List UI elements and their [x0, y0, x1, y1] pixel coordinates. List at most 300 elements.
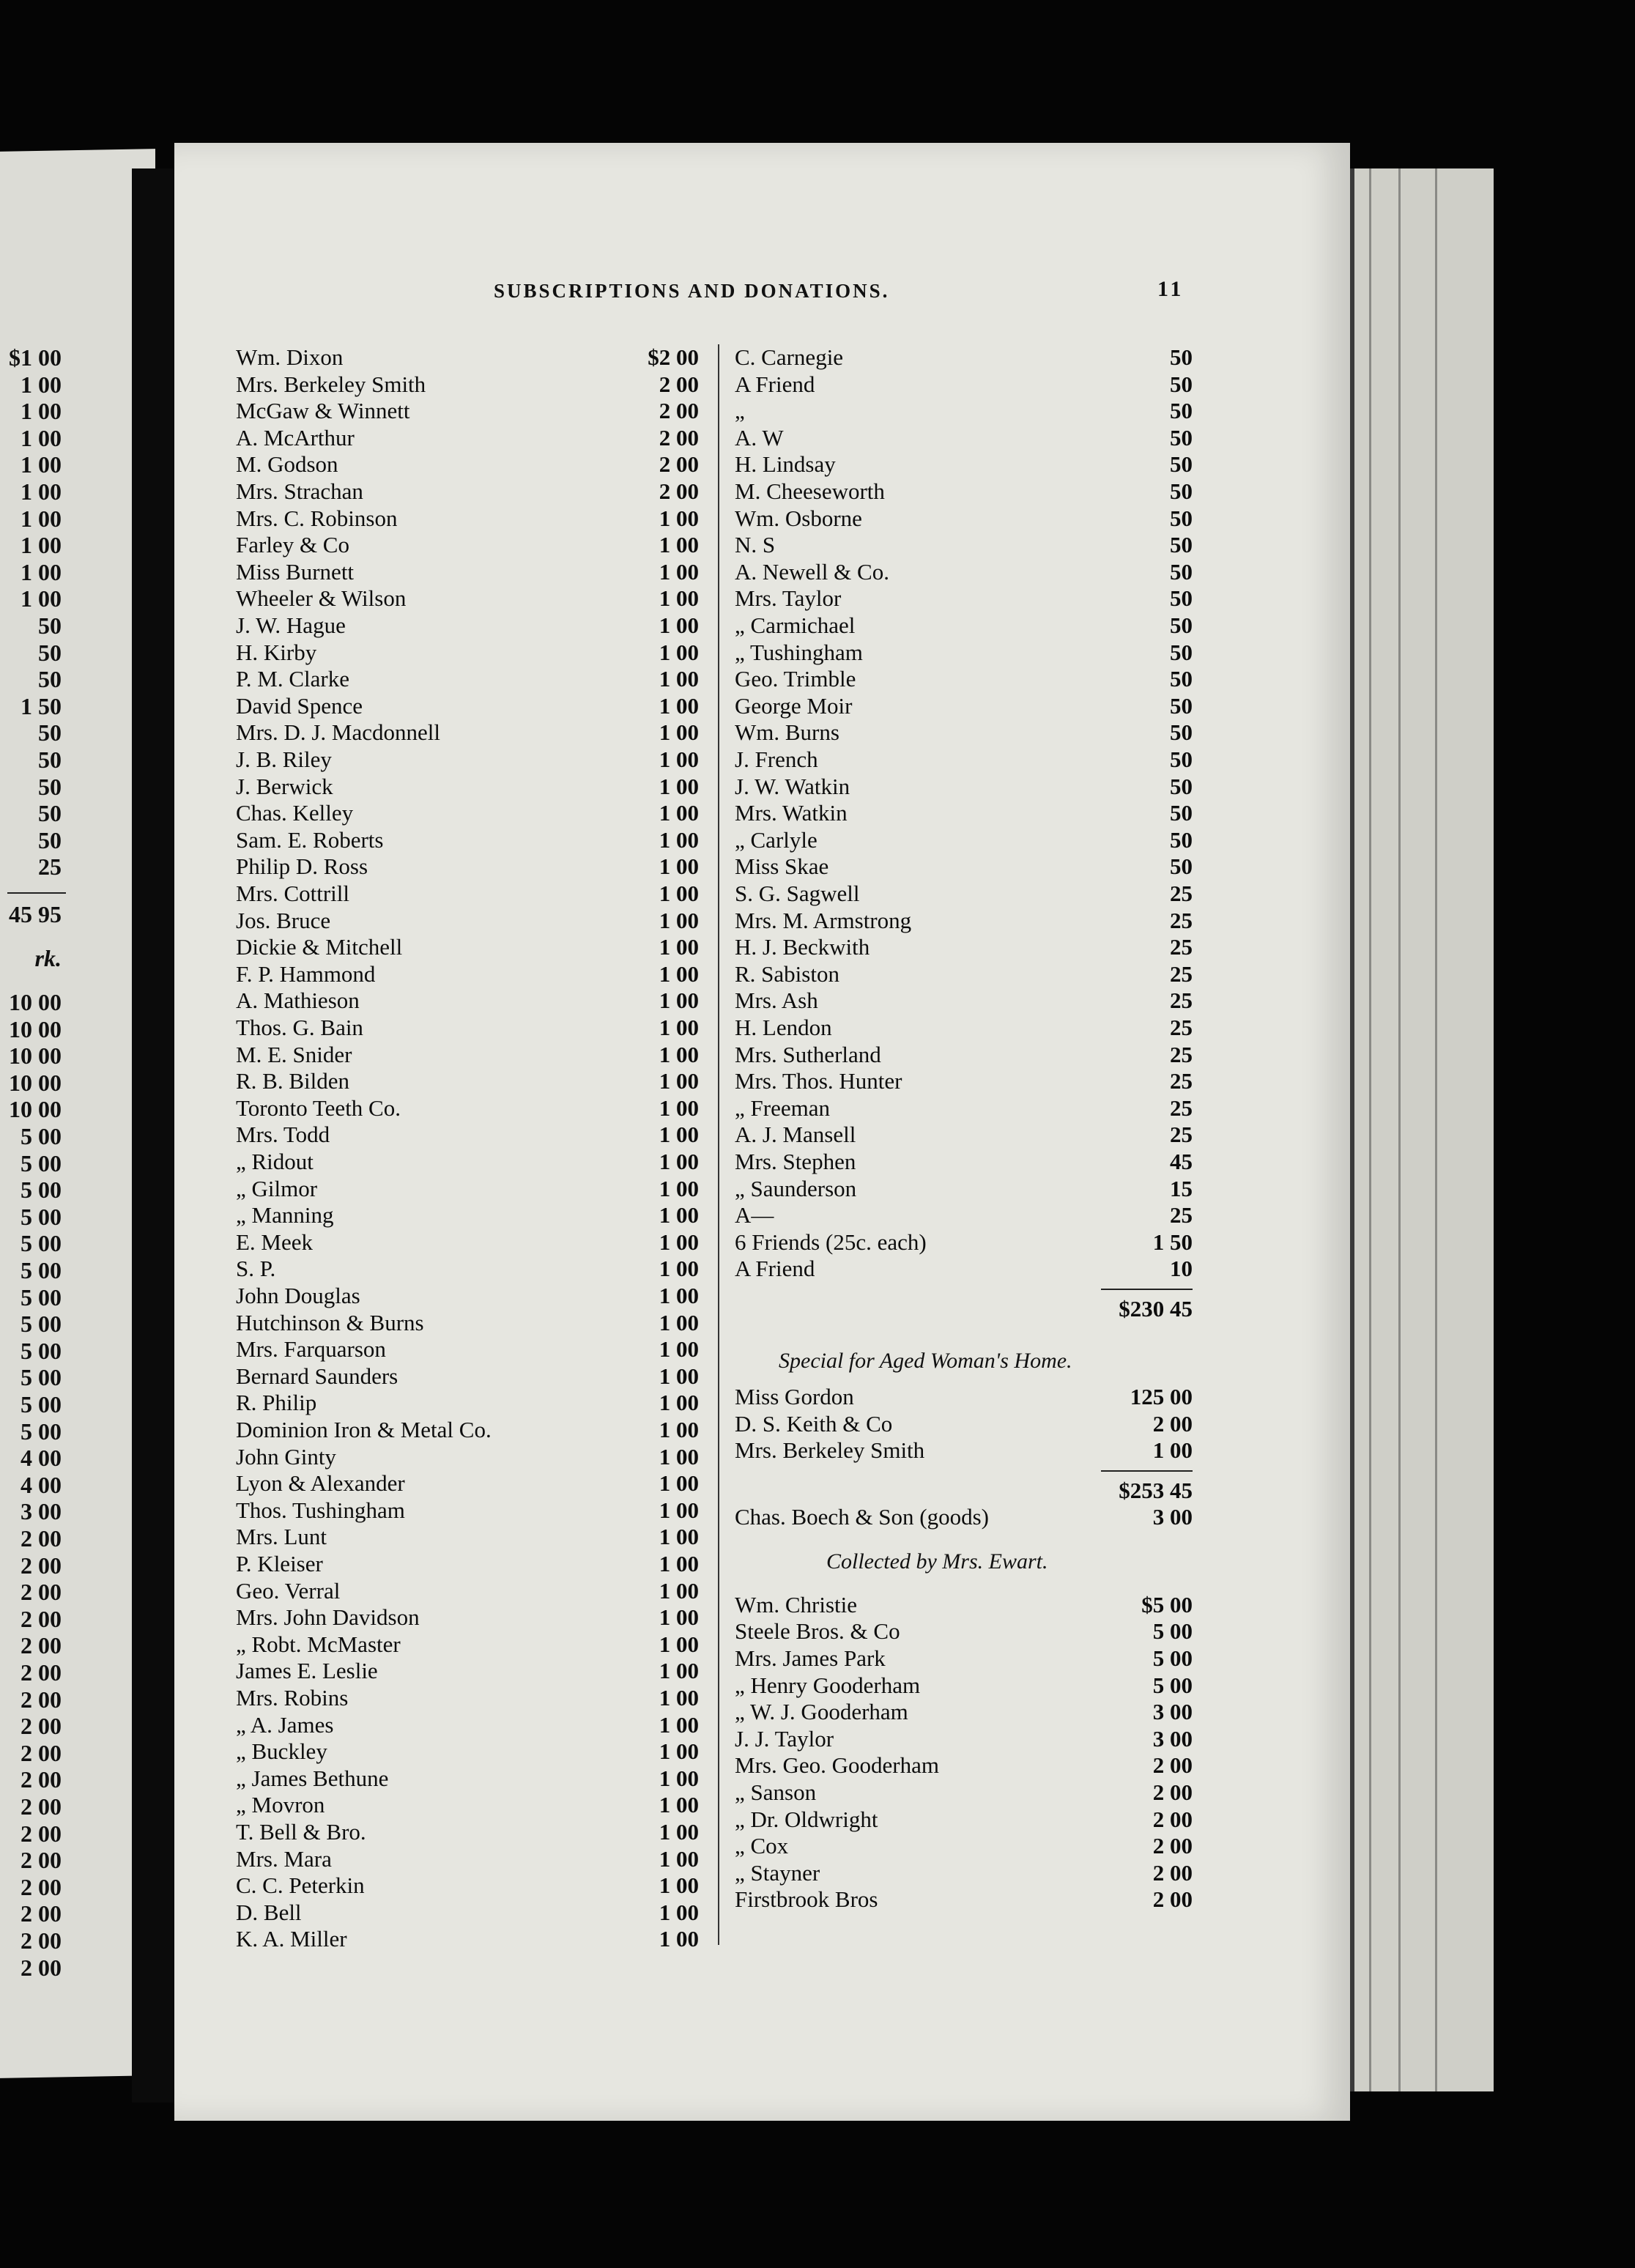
donor-name: Mrs. Strachan: [236, 478, 363, 504]
donation-amount: 125 00: [1130, 1384, 1193, 1409]
donor-name: „ Robt. McMaster: [236, 1631, 401, 1657]
amount: 5 00: [21, 1230, 62, 1257]
amount: 5 00: [21, 1257, 62, 1283]
total-rule: [7, 892, 66, 894]
donation-amount: 1 00: [659, 1068, 699, 1094]
donation-row: [735, 1726, 1193, 1752]
donation-amount: 50: [1170, 639, 1193, 665]
donor-name: John Ginty: [236, 1443, 336, 1470]
donation-amount: 1 00: [659, 1094, 699, 1121]
donation-amount: 3 00: [1152, 1699, 1193, 1725]
amount: 2 00: [21, 1954, 62, 1981]
donation-amount: 50: [1170, 612, 1193, 638]
donation-amount: 1 00: [659, 1175, 699, 1201]
donation-amount: 5 00: [1152, 1618, 1193, 1645]
donation-row: [236, 1685, 699, 1711]
donation-row: [236, 1604, 699, 1631]
donation-row: [236, 1551, 699, 1577]
donor-name: R. B. Bilden: [236, 1068, 350, 1094]
total-rule: [1101, 1470, 1193, 1472]
donation-row: [735, 1042, 1193, 1068]
donor-name: Thos. Tushingham: [236, 1497, 405, 1523]
donation-amount: 1 00: [1152, 1437, 1193, 1464]
amount: 1 50: [21, 692, 62, 719]
donation-amount: 1 00: [659, 1309, 699, 1335]
amount: 5 00: [21, 1391, 62, 1418]
donor-name: „ Henry Gooderham: [735, 1672, 921, 1698]
total-amount: $230 45: [1119, 1296, 1193, 1322]
donation-row: [735, 1752, 1193, 1779]
donation-amount: 1 00: [659, 1283, 699, 1308]
donation-row: [236, 1631, 699, 1658]
donor-name: Miss Burnett: [236, 558, 355, 585]
donation-row: [236, 908, 699, 934]
amount: 5 00: [21, 1149, 62, 1176]
amount: 5 00: [21, 1337, 62, 1364]
page-title: SUBSCRIPTIONS AND DONATIONS.: [494, 280, 890, 302]
donation-row: [735, 451, 1193, 478]
donation-amount: 1 00: [659, 1202, 699, 1228]
amount: 50: [38, 639, 62, 666]
donation-row: [236, 1042, 699, 1068]
donor-name: M. Godson: [236, 451, 338, 478]
donation-row: [236, 451, 699, 478]
donation-row: [735, 585, 1193, 612]
donation-amount: 15: [1170, 1175, 1193, 1201]
donation-amount: 2 00: [1152, 1752, 1193, 1779]
donation-amount: 1 00: [659, 585, 699, 612]
amount: 1 00: [21, 532, 62, 559]
donation-row: [236, 640, 699, 666]
donation-amount: $2 00: [648, 344, 699, 370]
donor-name: M. E. Snider: [236, 1041, 352, 1067]
donation-amount: 1 00: [659, 1443, 699, 1470]
donation-amount: 50: [1170, 692, 1193, 719]
donation-row: [236, 425, 699, 451]
donor-name: Mrs. Robins: [236, 1685, 349, 1711]
donation-amount: 25: [1170, 934, 1193, 960]
page-number: 11: [1157, 277, 1184, 301]
donor-name: Mrs. Berkeley Smith: [236, 371, 426, 397]
donor-name: „ Carmichael: [735, 612, 856, 638]
amount: 1 00: [21, 451, 62, 478]
donation-row: [735, 1860, 1193, 1886]
donation-row: [236, 1765, 699, 1792]
donor-name: Sam. E. Roberts: [236, 826, 384, 853]
subtotal-amount: 45 95: [9, 901, 62, 927]
donation-row: [735, 1068, 1193, 1094]
donation-row: [735, 881, 1193, 907]
donation-amount: 1 00: [659, 1845, 699, 1872]
amount: 10 00: [9, 1069, 62, 1096]
donation-amount: 1 00: [659, 907, 699, 933]
donation-row: [735, 1202, 1193, 1228]
donor-name: „ A. James: [236, 1711, 334, 1738]
donor-name: Mrs. Ash: [735, 987, 818, 1014]
donation-amount: 2 00: [659, 478, 699, 504]
donor-name: A Friend: [735, 371, 815, 397]
donation-amount: 1 00: [659, 1631, 699, 1657]
donation-row: [735, 1176, 1193, 1202]
donation-amount: 1 00: [659, 826, 699, 853]
donation-amount: 50: [1170, 853, 1193, 880]
donation-row: [735, 908, 1193, 934]
donation-row: [236, 559, 699, 585]
amount: 4 00: [21, 1445, 62, 1472]
donor-name: Mrs. Stephen: [735, 1149, 856, 1174]
donor-name: Mrs. James Park: [735, 1645, 886, 1671]
donor-name: Miss Gordon: [735, 1384, 854, 1409]
donation-row: [735, 1122, 1193, 1148]
donation-amount: 1 00: [659, 719, 699, 746]
donation-row: [735, 371, 1193, 398]
donor-name: D. S. Keith & Co: [735, 1410, 893, 1437]
donation-amount: 50: [1170, 371, 1193, 397]
donor-name: „ Buckley: [236, 1738, 327, 1765]
donation-row: [236, 1712, 699, 1738]
donation-amount: 1 00: [659, 746, 699, 772]
donor-name: J. W. Hague: [236, 612, 346, 638]
donation-row: [236, 1229, 699, 1256]
donation-row: [236, 1900, 699, 1926]
donation-row: [735, 1618, 1193, 1645]
donation-row: [735, 934, 1193, 960]
amount: 5 00: [21, 1311, 62, 1338]
donor-name: A. Mathieson: [236, 987, 360, 1014]
donation-amount: 50: [1170, 666, 1193, 692]
donation-amount: 25: [1170, 1015, 1193, 1040]
amount: 2 00: [21, 1659, 62, 1686]
amount: 50: [38, 826, 62, 853]
donor-name: Mrs. Cottrill: [236, 881, 350, 906]
donation-amount: 1 00: [659, 1256, 699, 1282]
donation-amount: 1 00: [659, 639, 699, 665]
donation-amount: 2 00: [1152, 1410, 1193, 1437]
donation-row: [236, 961, 699, 987]
donation-row: [236, 746, 699, 773]
page-edges: [1350, 168, 1494, 2091]
donation-row: [735, 1504, 1193, 1530]
donor-name: Wheeler & Wilson: [236, 585, 407, 612]
donation-amount: 1 00: [659, 505, 699, 531]
amount: 1 00: [21, 505, 62, 532]
amount: 50: [38, 746, 62, 773]
donor-name: K. A. Miller: [236, 1926, 347, 1952]
donor-name: „ Cox: [735, 1833, 789, 1859]
donor-name: Bernard Saunders: [236, 1363, 398, 1389]
donation-amount: 25: [1170, 1068, 1193, 1094]
section-heading: Special for Aged Woman's Home.: [779, 1349, 1072, 1373]
donation-amount: 1 00: [659, 1738, 699, 1765]
donation-row: [735, 746, 1193, 773]
donation-row: [735, 800, 1193, 826]
donation-row: [735, 505, 1193, 532]
amount: 2 00: [21, 1713, 62, 1740]
donor-name: Wm. Burns: [735, 719, 839, 746]
donor-name: Thos. G. Bain: [236, 1015, 363, 1040]
donor-name: „ Tushingham: [735, 639, 863, 665]
donation-row: [236, 1283, 699, 1309]
donation-amount: 5 00: [1152, 1672, 1193, 1698]
donation-amount: 50: [1170, 451, 1193, 478]
donation-row: [236, 505, 699, 532]
donor-name: Mrs. Watkin: [735, 800, 848, 826]
donation-amount: 50: [1170, 558, 1193, 585]
donation-amount: 2 00: [1152, 1779, 1193, 1805]
donation-amount: 1 00: [659, 1604, 699, 1631]
donation-amount: 1 00: [659, 960, 699, 987]
donor-name: Farley & Co: [236, 532, 349, 558]
donation-row: [236, 371, 699, 398]
donor-name: Wm. Christie: [735, 1591, 858, 1617]
donation-row: [236, 774, 699, 800]
donation-row: [735, 478, 1193, 505]
donor-name: „ Carlyle: [735, 826, 818, 853]
donor-name: McGaw & Winnett: [236, 398, 410, 424]
donation-amount: 50: [1170, 719, 1193, 746]
donation-amount: 1 00: [659, 1497, 699, 1523]
donor-name: Mrs. Farquarson: [236, 1336, 386, 1363]
donor-name: H. Lindsay: [735, 451, 836, 478]
donation-amount: 1 00: [659, 1685, 699, 1711]
donation-row: [735, 1699, 1193, 1725]
donor-name: M. Cheeseworth: [735, 478, 885, 504]
donation-amount: 1 00: [659, 1390, 699, 1416]
donation-row: [735, 1015, 1193, 1041]
donation-amount: 3 00: [1152, 1503, 1193, 1530]
amount: 2 00: [21, 1927, 62, 1954]
donor-name: George Moir: [735, 692, 853, 719]
donor-name: J. French: [735, 746, 818, 772]
amount: $1 00: [9, 344, 62, 371]
donation-amount: 1 00: [659, 1577, 699, 1604]
donation-row: [236, 827, 699, 853]
donation-row: [236, 1256, 699, 1282]
donation-row: [735, 1384, 1193, 1410]
donation-row: [735, 1886, 1193, 1913]
donor-name: „ Manning: [236, 1202, 334, 1228]
donor-name: „ Ridout: [236, 1149, 314, 1174]
donor-name: A Friend: [735, 1256, 815, 1282]
amount: 2 00: [21, 1873, 62, 1900]
donation-row: [236, 1738, 699, 1765]
amount: 2 00: [21, 1686, 62, 1713]
donation-row: [735, 1672, 1193, 1699]
donor-name: Dominion Iron & Metal Co.: [236, 1417, 492, 1442]
donation-amount: 25: [1170, 987, 1193, 1014]
donation-amount: 2 00: [1152, 1833, 1193, 1859]
donation-row: [735, 987, 1193, 1014]
donation-amount: 25: [1170, 1122, 1193, 1148]
donation-amount: 50: [1170, 344, 1193, 370]
donation-amount: 50: [1170, 398, 1193, 424]
donation-amount: 1 00: [659, 1872, 699, 1899]
donation-amount: 2 00: [1152, 1859, 1193, 1886]
donor-name: Mrs. Taylor: [735, 585, 842, 612]
donor-name: Firstbrook Bros: [735, 1886, 878, 1913]
donation-row: [735, 398, 1193, 424]
donation-row: [735, 1149, 1193, 1175]
donation-amount: 1 00: [659, 1041, 699, 1067]
donor-name: Chas. Kelley: [236, 800, 354, 826]
donor-name: Mrs. Geo. Gooderham: [735, 1752, 939, 1779]
donor-name: „ Gilmor: [236, 1175, 318, 1201]
amount: 10 00: [9, 1042, 62, 1070]
donor-name: R. Philip: [236, 1390, 317, 1416]
donation-amount: 1 00: [659, 1819, 699, 1845]
amount: 5 00: [21, 1123, 62, 1149]
donation-row: [236, 1872, 699, 1899]
donation-row: [236, 1149, 699, 1175]
donation-row: [236, 1658, 699, 1684]
donation-amount: 2 00: [659, 371, 699, 397]
column-divider: [718, 344, 719, 1945]
donor-name: A—: [735, 1202, 774, 1228]
donation-amount: 10: [1170, 1256, 1193, 1282]
donor-name: A. McArthur: [236, 424, 355, 451]
amount: 2 00: [21, 1605, 62, 1632]
donor-name: J. B. Riley: [236, 746, 332, 772]
donor-name: Mrs. Berkeley Smith: [735, 1437, 925, 1464]
donation-row: [735, 1592, 1193, 1618]
donation-row: [735, 774, 1193, 800]
donation-amount: 3 00: [1152, 1725, 1193, 1752]
donor-name: J. J. Taylor: [735, 1725, 834, 1752]
donor-name: „ Freeman: [735, 1094, 830, 1121]
donor-name: David Spence: [236, 692, 363, 719]
donation-amount: 1 00: [659, 1363, 699, 1389]
donor-name: Toronto Teeth Co.: [236, 1094, 401, 1121]
amount: 50: [38, 773, 62, 800]
amount: 1 00: [21, 371, 62, 398]
donation-row: [735, 640, 1193, 666]
amount: 1 00: [21, 478, 62, 505]
donation-row: [236, 1390, 699, 1416]
donation-row: [236, 1926, 699, 1952]
donation-amount: 50: [1170, 826, 1193, 853]
donor-name: Mrs. Lunt: [236, 1524, 327, 1550]
donation-amount: 1 00: [659, 1470, 699, 1497]
donation-amount: 1 00: [659, 1926, 699, 1952]
donation-amount: 1 00: [659, 1228, 699, 1255]
donation-amount: 25: [1170, 907, 1193, 933]
amount: 5 00: [21, 1364, 62, 1391]
donation-amount: 50: [1170, 532, 1193, 558]
donor-name: Jos. Bruce: [236, 907, 331, 933]
donor-name: Wm. Dixon: [236, 344, 344, 370]
donation-row: [735, 1806, 1193, 1833]
donation-amount: 1 00: [659, 987, 699, 1014]
donor-name: S. G. Sagwell: [735, 881, 860, 906]
donation-amount: 1 00: [659, 773, 699, 799]
donor-name: Mrs. John Davidson: [236, 1604, 420, 1631]
amount: 2 00: [21, 1820, 62, 1847]
donor-name: H. Kirby: [236, 639, 317, 665]
donation-amount: 1 00: [659, 934, 699, 960]
donation-row: [236, 1363, 699, 1390]
donation-row: [236, 1015, 699, 1041]
donation-row: [735, 719, 1193, 746]
donation-row: [735, 1833, 1193, 1859]
donation-amount: 1 00: [659, 1524, 699, 1550]
donation-row: [236, 1497, 699, 1524]
donation-row: [735, 666, 1193, 692]
donation-row: [236, 1819, 699, 1845]
donor-name: Miss Skae: [735, 853, 829, 880]
amount: 3 00: [21, 1498, 62, 1525]
donor-name: J. W. Watkin: [735, 773, 850, 799]
total-rule: [1101, 1289, 1193, 1290]
amount: 5 00: [21, 1283, 62, 1311]
donation-row: [735, 425, 1193, 451]
donation-row: [735, 344, 1193, 371]
donation-row: [735, 612, 1193, 639]
donation-row: [236, 881, 699, 907]
donation-row: [236, 1202, 699, 1228]
amount: 10 00: [9, 989, 62, 1015]
donation-amount: 1 00: [659, 1336, 699, 1363]
amount: 50: [38, 612, 62, 639]
donation-amount: 1 00: [659, 1711, 699, 1738]
donor-name: Mrs. D. J. Macdonnell: [236, 719, 440, 746]
donation-row: [236, 987, 699, 1014]
amount: 2 00: [21, 1525, 62, 1552]
donation-amount: 1 00: [659, 1551, 699, 1576]
donor-name: „ James Bethune: [236, 1765, 389, 1791]
donation-row: [735, 1229, 1193, 1256]
donation-amount: 25: [1170, 1041, 1193, 1067]
donor-name: Steele Bros. & Co: [735, 1618, 900, 1645]
amount: 5 00: [21, 1203, 62, 1230]
amount: 50: [38, 666, 62, 693]
donation-row: [236, 1846, 699, 1872]
donor-name: H. Lendon: [735, 1015, 832, 1040]
donation-amount: 25: [1170, 881, 1193, 906]
donation-amount: 1 00: [659, 1792, 699, 1818]
amount: 2 00: [21, 1766, 62, 1793]
donor-name: A. J. Mansell: [735, 1122, 856, 1148]
donor-name: F. P. Hammond: [236, 960, 376, 987]
donation-amount: 45: [1170, 1149, 1193, 1174]
donation-row: [735, 1437, 1193, 1464]
donation-row: [735, 559, 1193, 585]
donor-name: „ Sanson: [735, 1779, 817, 1805]
donation-row: [236, 1310, 699, 1336]
donor-name: S. P.: [236, 1256, 276, 1282]
donor-name: „ Movron: [236, 1792, 325, 1818]
donation-amount: 50: [1170, 773, 1193, 799]
donor-name: Mrs. Sutherland: [735, 1041, 881, 1067]
donation-row: [735, 853, 1193, 880]
donor-name: „ Dr. Oldwright: [735, 1806, 878, 1832]
donation-amount: 1 00: [659, 1122, 699, 1148]
donation-row: [236, 1524, 699, 1550]
donation-amount: 5 00: [1152, 1645, 1193, 1671]
donation-amount: 25: [1170, 1202, 1193, 1228]
donation-amount: 50: [1170, 746, 1193, 772]
donation-row: [236, 853, 699, 880]
donor-name: Geo. Trimble: [735, 666, 856, 692]
donor-name: Wm. Osborne: [735, 505, 862, 531]
donation-row: [236, 1444, 699, 1470]
donor-name: J. Berwick: [236, 773, 333, 799]
donation-row: [236, 1068, 699, 1094]
donation-amount: 2 00: [1152, 1886, 1193, 1913]
donation-amount: 1 00: [659, 1015, 699, 1040]
donation-amount: 25: [1170, 1094, 1193, 1121]
donor-name: Geo. Verral: [236, 1577, 341, 1604]
donation-row: [735, 827, 1193, 853]
